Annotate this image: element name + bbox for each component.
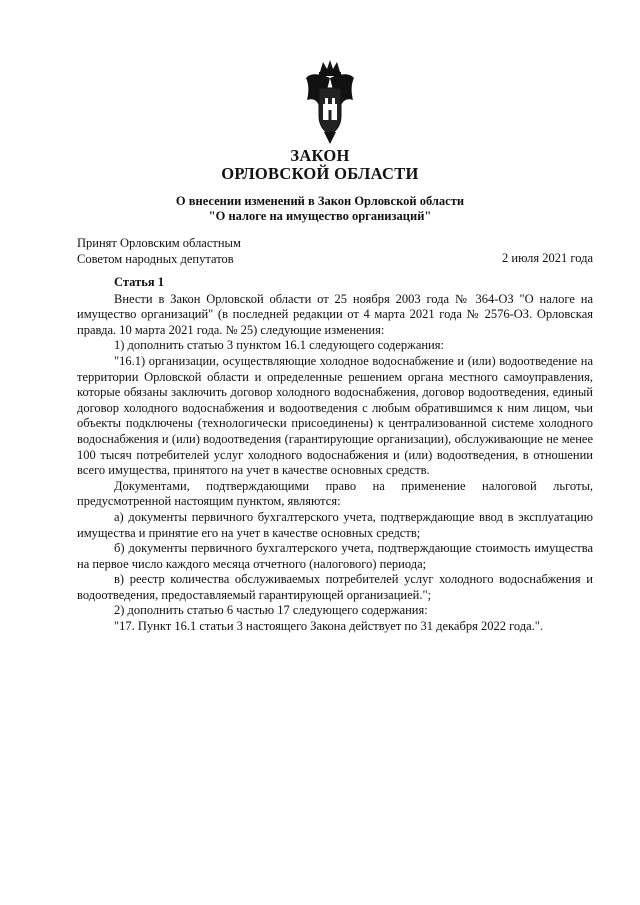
adopted-by-line-2: Советом народных депутатов	[77, 252, 234, 266]
article-paragraph: 2) дополнить статью 6 частью 17 следующего содержания:	[114, 603, 428, 618]
law-subtitle-line-2: "О налоге на имущество организаций"	[208, 209, 432, 223]
article-paragraph: в) реестр количества обслуживаемых потребителей услуг холодного водоснабжения и водоотведения, предоставляемый гарантирующей организацией.";	[77, 572, 593, 602]
law-subtitle-line-1: О внесении изменений в Закон Орловской области	[175, 194, 465, 208]
law-title-line-2: ОРЛОВСКОЙ ОБЛАСТИ	[221, 164, 419, 183]
coat-of-arms-emblem	[303, 58, 357, 144]
article-paragraph: а) документы первичного бухгалтерского учета, подтверждающие ввод в эксплуатацию имущества и принятие его на учет в качестве основных средств;	[77, 509, 593, 540]
article-paragraph: б) документы первичного бухгалтерского учета, подтверждающие стоимость имущества на первое число каждого месяца отчетного (налогового) периода;	[77, 541, 593, 571]
article-paragraph: "16.1) организации, осуществляющие холодное водоснабжение и (или) водоотведение на территории Орловской области и определенные решением органа местного самоуправления, которые обязаны заключить договор холодного водоснабжения, договор водоотведения, единый договор холодного водоснабжения и водоотведения с любым обратившимся к ним лицом, чьи объекты подключены (технологически присоединены) к централизованной системе холодного водоснабжения и (или) водоотведения (гарантирующие организации), обслуживающие не менее 100 тысяч потребителей услуг холодного водоснабжения и (или) водоотведения, в отношении всего имущества, принятого на учет в качестве основных средств.	[77, 353, 593, 478]
adopted-by-line-1: Принят Орловским областным	[77, 236, 241, 250]
article-body	[77, 275, 593, 635]
adoption-date: 2 июля 2021 года	[502, 251, 593, 265]
law-title-line-1: ЗАКОН	[290, 146, 350, 165]
article-paragraph: 1) дополнить статью 3 пунктом 16.1 следующего содержания:	[114, 338, 444, 353]
article-paragraph: "17. Пункт 16.1 статьи 3 настоящего Закона действует по 31 декабря 2022 года.".	[114, 619, 544, 634]
adopted-by-block	[77, 235, 241, 267]
article-paragraph: Внести в Закон Орловской области от 25 ноября 2003 года № 364-ОЗ "О налоге на имущество организаций" (в последней редакции от 4 марта 2021 года № 2576-ОЗ. Орловская правда. 10 марта 2021 года. № 25) следующие изменения:	[77, 291, 593, 337]
article-heading: Статья 1	[114, 275, 164, 289]
article-paragraph: Документами, подтверждающими право на применение налоговой льготы, предусмотренной настоящим пунктом, являются:	[77, 478, 593, 509]
